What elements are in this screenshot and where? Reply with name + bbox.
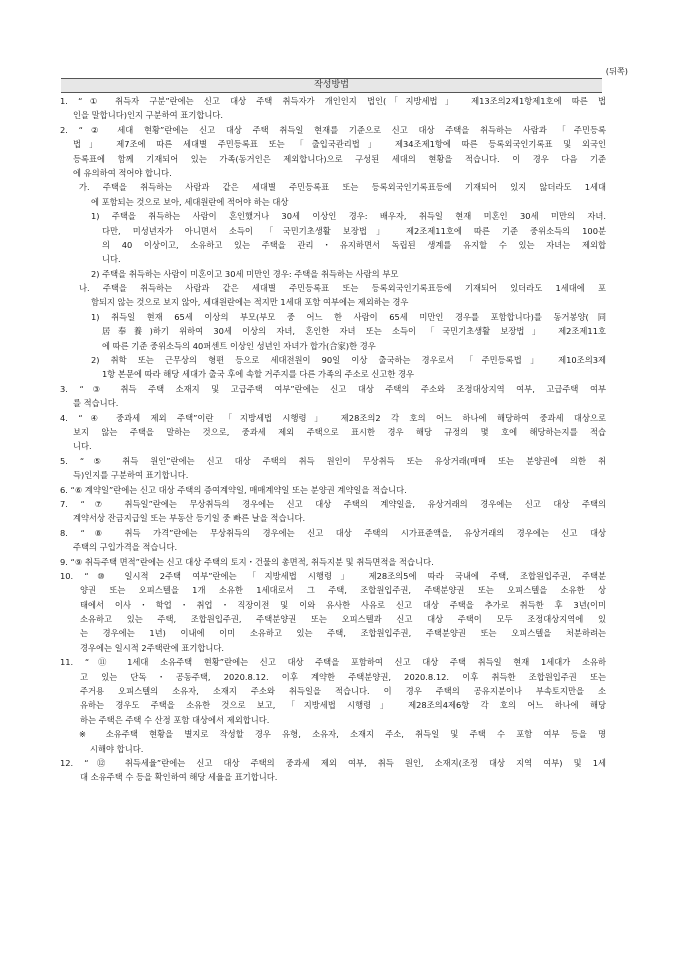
instruction-line: 인을 말합니다)인지 구분하여 표기합니다.: [73, 110, 224, 121]
instruction-line: 1) 주택을 취득하는 사람이 혼인했거나 30세 이상인 경우: 배우자, 취득일 현재 미혼인 30세 미만의 자녀.: [91, 211, 606, 222]
instruction-line: 경우에는 일시적 2주택란에 표기합니다.: [80, 642, 225, 653]
instruction-line: 함되지 않는 것으로 보지 않아, 세대원란에는 적지만 1세대 포함 여부에는 제외하는 경우: [91, 297, 409, 308]
instruction-line: 12. “⑫ 취득세율”란에는 신고 대상 주택의 중과세 제외 여부, 취득 원인, 소재지(조정 대상 지역 여부) 및 1세: [60, 757, 606, 768]
instruction-line: 가. 주택을 취득하는 사람과 같은 세대별 주민등록표 또는 등록외국인기록표등에 기재되어 있지 않더라도 1세대: [79, 182, 606, 193]
instruction-line: 3. “③ 취득 주택 소재지 및 고급주택 여부”란에는 신고 대상 주택의 주소와 조정대상지역 여부, 고급주택 여부: [60, 383, 606, 394]
instruction-line: 居奉養)하기 위하여 30세 이상의 자녀, 혼인한 자녀 또는 소득이 「국민기초생활 보장법」 제2조제11호: [102, 326, 606, 337]
instruction-line: 시해야 합니다.: [90, 743, 144, 754]
instruction-line: 양권 또는 오피스텔을 1개 소유한 1세대로서 그 주택, 조합원입주권, 주택분양권 또는 오피스텔을 소유한 상: [80, 585, 606, 596]
instructions-body: [60, 94, 606, 785]
instruction-line: 를 적습니다.: [73, 398, 119, 409]
instruction-line: 5. “⑤ 취득 원인”란에는 신고 대상 주택의 취득 원인이 무상취득 또는 유상거래(매매 또는 분양권에 의한 취: [60, 455, 606, 466]
instruction-line: 1. “① 취득자 구분”란에는 신고 대상 주택 취득자가 개인인지 법인(「지방세법」 제13조의2제1항제1호에 따른 법: [60, 96, 606, 106]
instruction-line: 득)인지를 구분하여 표기합니다.: [73, 470, 189, 481]
instruction-line: 6. “⑥ 계약일”란에는 신고 대상 주택의 증여계약일, 매매계약일 또는 분양권 계약일을 적습니다.: [60, 484, 407, 495]
instruction-line: 소유하고 있는 주택, 조합원입주권, 주택분양권 또는 오피스텔과 신고 대상 주택이 모두 조정대상지역에 있: [80, 614, 606, 625]
instruction-line: 1항 본문에 따라 해당 세대가 출국 후에 속할 거주지를 다른 가족의 주소로 신고한 경우: [102, 369, 415, 380]
section-title: 작성방법: [61, 78, 602, 93]
instruction-line: 고 있는 단독・공동주택, 2020.8.12. 이후 계약한 주택분양권, 2020.8.12. 이후 취득한 조합원입주권 또는: [80, 671, 606, 682]
instruction-line: 태에서 이사・학업・취업・직장이전 및 이와 유사한 사유로 신고 대상 주택을 추가로 취득한 후 3년(이미: [80, 599, 606, 610]
instruction-line: 1) 취득일 현재 65세 이상의 부모(부모 중 어느 한 사람이 65세 미만인 경우를 포함합니다)를 동거봉양(同: [91, 311, 606, 322]
instruction-line: 니다.: [73, 441, 92, 452]
instruction-line: 보지 않는 주택을 말하는 것으로, 중과세 제외 주택으로 표시한 경우 해당 규정의 몇 호에 해당하는지를 적습: [73, 426, 606, 437]
instruction-line: 의 40 이상이고, 소유하고 있는 주택을 관리・유지하면서 독립된 생계를 유지할 수 있는 자녀는 제외합: [102, 239, 606, 250]
instruction-line: 주택의 구입가격을 적습니다.: [73, 542, 178, 553]
instruction-line: 는 경우에는 1년) 이내에 이미 소유하고 있는 주택, 조합원입주권, 주택분양권 또는 오피스텔을 처분하려는: [80, 628, 606, 639]
instruction-line: ※ 소유주택 현황을 별지로 작성할 경우 유형, 소유자, 소재지 주소, 취득일 및 주택 수 포함 여부 등을 명: [79, 729, 606, 740]
instruction-line: 하는 주택은 주택 수 산정 포함 대상에서 제외합니다.: [80, 714, 270, 725]
instruction-line: 10. “⑩ 일시적 2주택 여부”란에는 「지방세법 시행령」 제28조의5에 따라 국내에 주택, 조합원입주권, 주택분: [60, 570, 606, 581]
instruction-line: 11. “⑪ 1세대 소유주택 현황”란에는 신고 대상 주택을 포함하여 신고 대상 주택 취득일 현재 1세대가 소유하: [60, 657, 606, 668]
instruction-line: 대 소유주택 수 등을 확인하여 해당 세율을 표기합니다.: [80, 772, 278, 783]
instruction-line: 9. “⑨ 취득주택 면적”란에는 신고 대상 주택의 토지・건물의 총면적, 취득지분 및 취득면적을 적습니다.: [60, 556, 434, 567]
instruction-line: 나. 주택을 취득하는 사람과 같은 세대별 주민등록표 또는 등록외국인기록표등에 기재되어 있더라도 1세대에 포: [79, 283, 606, 294]
instruction-line: 7. “⑦ 취득일”란에는 무상취득의 경우에는 신고 대상 주택의 계약일을, 유상거래의 경우에는 신고 대상 주택의: [60, 498, 606, 509]
instruction-line: 니다.: [102, 254, 121, 265]
instruction-line: 에 포함되는 것으로 보아, 세대원란에 적어야 하는 대상: [91, 196, 289, 207]
page-side-note: (뒤쪽): [605, 66, 628, 76]
instruction-line: 2) 취학 또는 근무상의 형편 등으로 세대전원이 90일 이상 출국하는 경우로서 「주민등록법」 제10조의3제: [91, 355, 606, 366]
instruction-line: 2) 주택을 취득하는 사람이 미혼이고 30세 미만인 경우: 주택을 취득하는 사람의 부모: [91, 268, 399, 279]
instruction-line: 8. “⑧ 취득 가격”란에는 무상취득의 경우에는 신고 대상 주택의 시가표준액을, 유상거래의 경우에는 신고 대상: [60, 527, 606, 538]
instruction-line: 주거용 오피스텔의 소유자, 소재지 주소와 취득일을 적습니다. 이 경우 주택의 공유지분이나 부속토지만을 소: [80, 686, 606, 697]
instruction-line: 2. “② 세대 현황”란에는 신고 대상 주택 취득일 현재를 기준으로 신고 대상 주택을 취득하는 사람과 「주민등록: [60, 124, 606, 135]
instruction-line: 에 유의하여 적어야 합니다.: [73, 167, 172, 178]
instruction-line: 다만, 미성년자가 아니면서 소득이 「국민기초생활 보장법」 제2조제11호에 따른 기준 중위소득의 100분: [102, 225, 606, 236]
instruction-line: 유하는 경우도 주택을 소유한 것으로 보고, 「지방세법 시행령」 제28조의4제6항 각 호의 어느 하나에 해당: [80, 700, 606, 711]
instruction-line: 4. “④ 중과세 제외 주택”이란 「지방세법 시행령」 제28조의2 각 호의 어느 하나에 해당하여 중과세 대상으로: [60, 412, 606, 423]
instruction-line: 법」 제7조에 따른 세대별 주민등록표 또는 「출입국관리법」 제34조제1항에 따른 등록외국인기록표 및 외국인: [73, 139, 606, 150]
instruction-line: 등록표에 함께 기재되어 있는 가족(동거인은 제외합니다)으로 구성된 세대의 현황을 적습니다. 이 경우 다음 기준: [73, 153, 606, 164]
instruction-line: 계약서상 잔금지급일 또는 부동산 등기일 중 빠른 날을 적습니다.: [73, 513, 306, 524]
instruction-line: 에 따른 기준 중위소득의 40퍼센트 이상인 성년인 자녀가 합가(合家)한 경우: [102, 340, 376, 351]
